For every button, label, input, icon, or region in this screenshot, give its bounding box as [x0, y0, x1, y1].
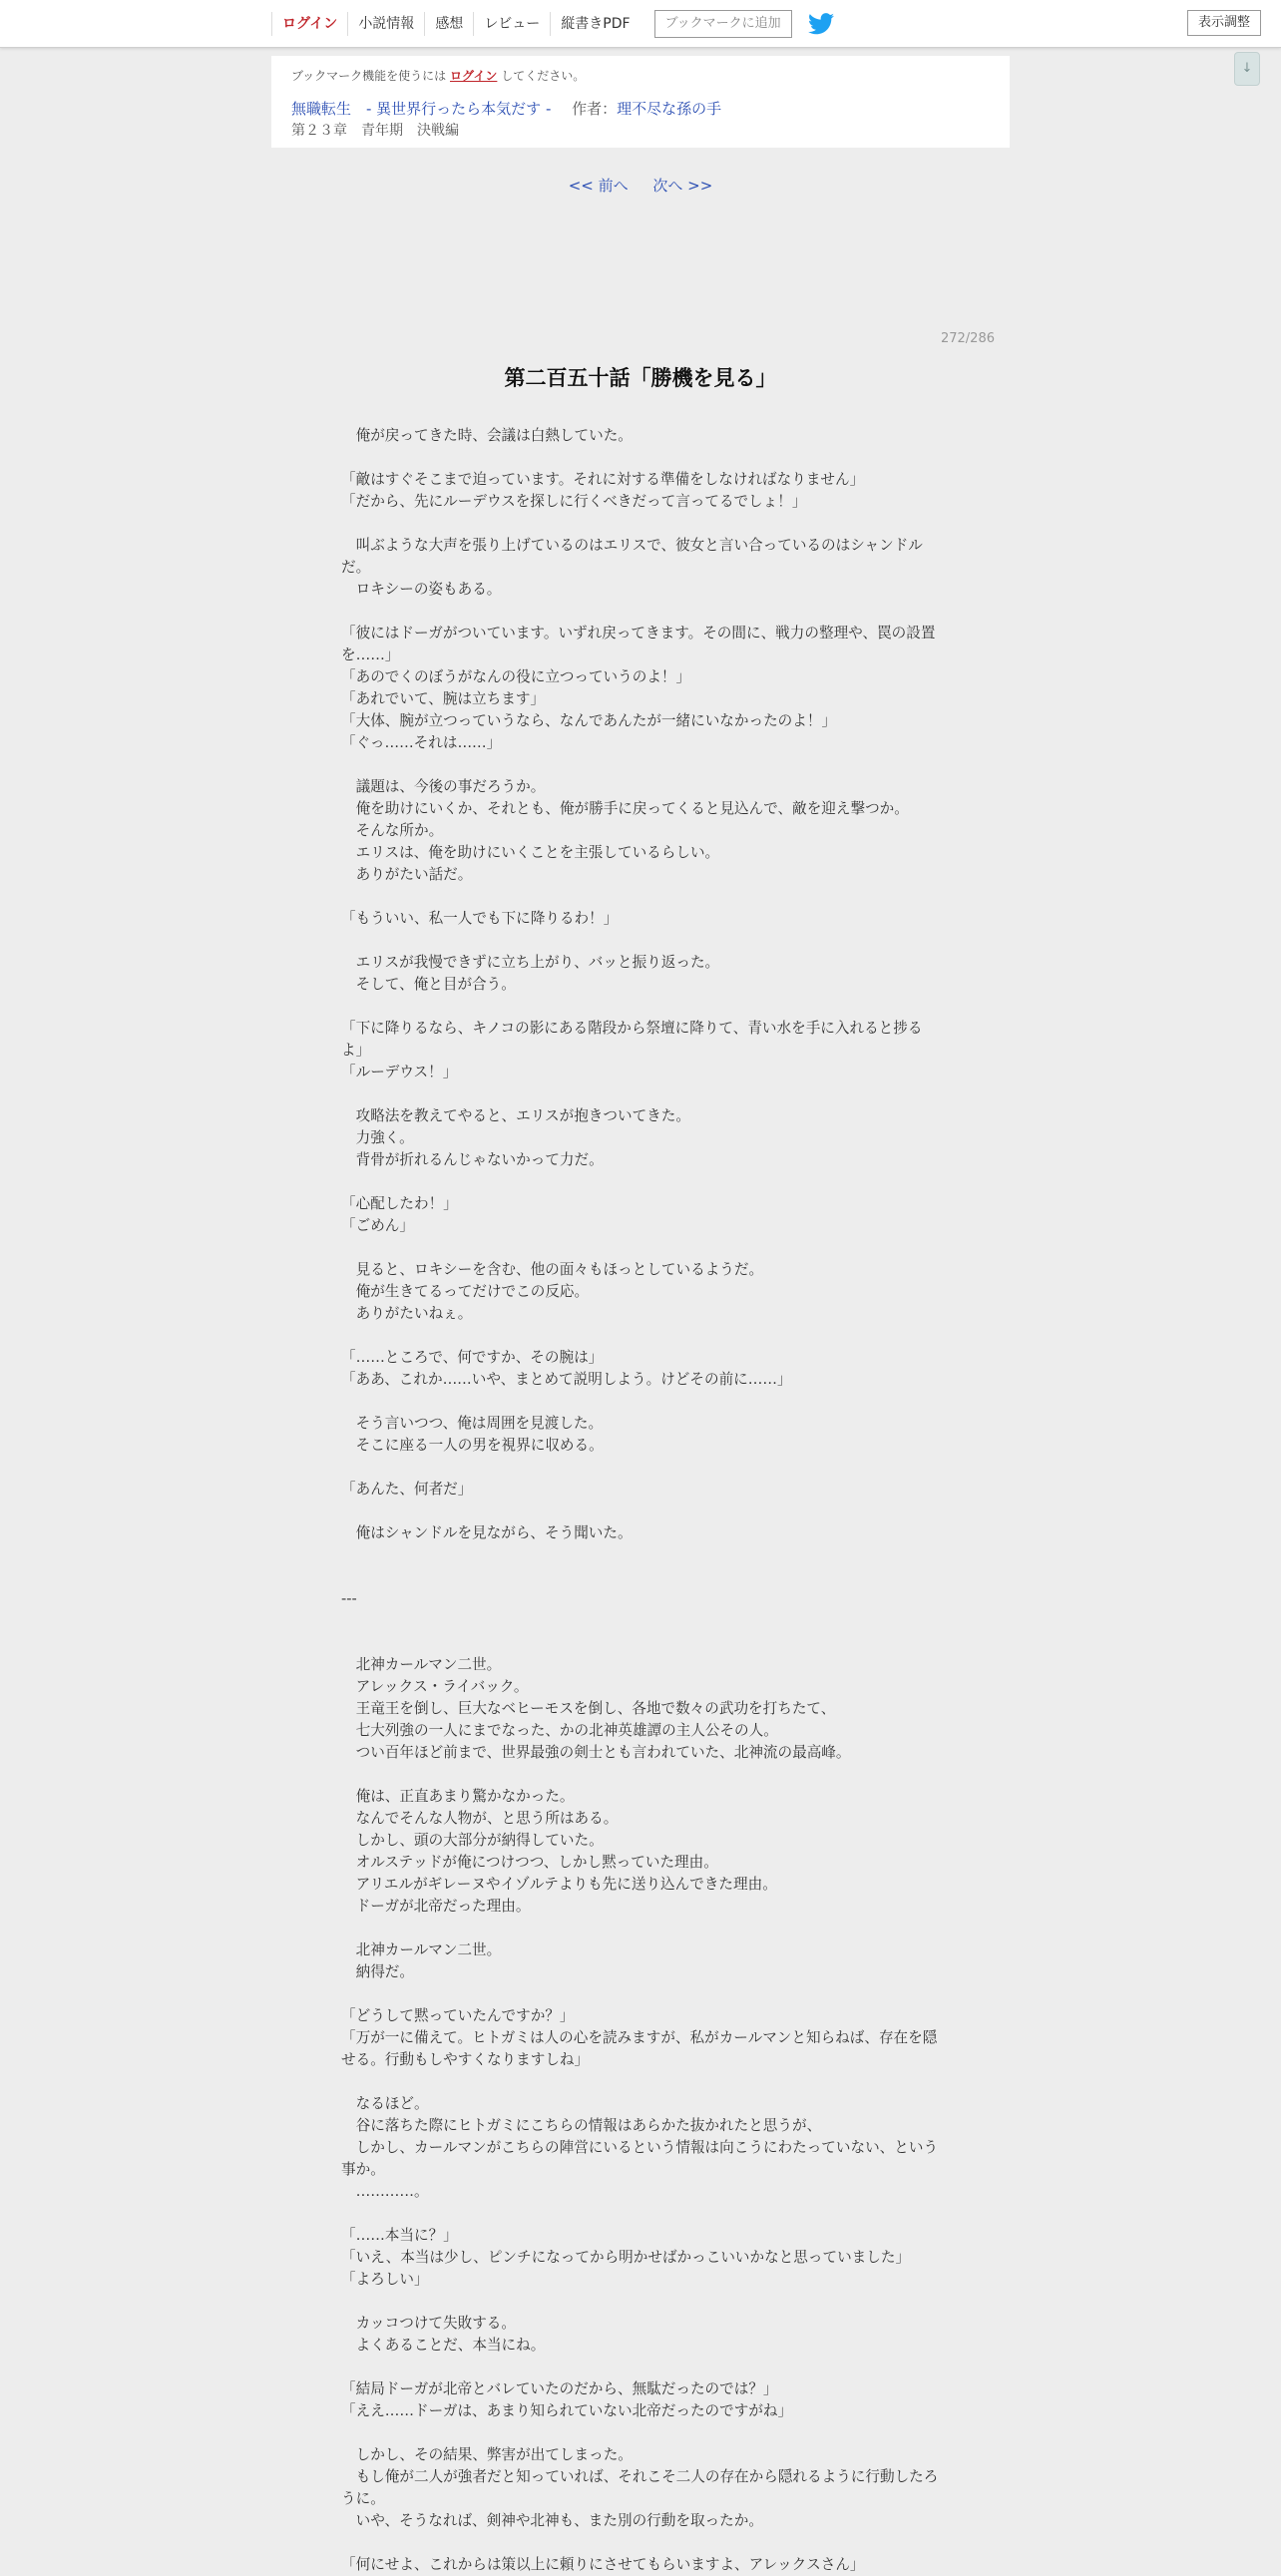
- body-line: いや、そうなれば、剣神や北神も、また別の行動を取ったか。: [341, 2512, 763, 2529]
- notice-text-post: してください。: [497, 69, 586, 83]
- body-line: [341, 1501, 940, 1522]
- body-line: ロキシーの姿もある。: [341, 581, 502, 598]
- body-line: 「ごめん」: [341, 1217, 414, 1234]
- body-line: エリスは、俺を助けにいくことを主張しているらしい。: [341, 844, 720, 861]
- body-line: [341, 1918, 940, 1939]
- body-line: そこに座る一人の男を視界に収める。: [341, 1437, 604, 1454]
- episode-title: 第二百五十話「勝機を見る」: [504, 366, 777, 390]
- body-line: [341, 1325, 940, 1347]
- body-line: 「あれでいて、腕は立ちます」: [341, 690, 546, 707]
- body-line: [341, 1171, 940, 1193]
- body-line: ---: [341, 1590, 357, 1607]
- nav-novel-info[interactable]: 小説情報: [347, 12, 424, 36]
- add-bookmark-button[interactable]: ブックマークに追加: [654, 10, 792, 38]
- body-line: [341, 1566, 940, 1588]
- body-line: 北神カールマン二世。: [341, 1656, 502, 1673]
- scroll-down-button[interactable]: ↓: [1234, 52, 1260, 86]
- body-line: そう言いつつ、俺は周囲を見渡した。: [341, 1415, 604, 1432]
- body-line: カッコつけて失敗する。: [341, 2315, 516, 2332]
- body-line: 見ると、ロキシーを含む、他の面々もほっとしているようだ。: [341, 1261, 764, 1278]
- body-line: [341, 1632, 940, 1654]
- body-line: [341, 2071, 940, 2093]
- body-line: 「……ところで、何ですか、その腕は」: [341, 1349, 604, 1366]
- body-line: …………。: [341, 2183, 429, 2200]
- nav-review[interactable]: レビュー: [473, 12, 550, 36]
- body-line: [341, 513, 940, 535]
- body-line: [341, 1983, 940, 2005]
- body-line: [341, 601, 940, 623]
- body-line: [341, 930, 940, 952]
- body-line: 「だから、先にルーデウスを探しに行くべきだって言ってるでしょ！」: [341, 493, 807, 510]
- body-line: 「よろしい」: [341, 2271, 429, 2288]
- top-navbar: [0, 0, 1281, 48]
- body-line: なんでそんな人物が、と思う所はある。: [341, 1810, 619, 1827]
- body-line: 「ええ……ドーガは、あまり知られていない北帝だったのですがね」: [341, 2402, 793, 2419]
- prev-page-link[interactable]: << 前へ: [568, 177, 629, 195]
- body-line: なるほど。: [341, 2095, 429, 2112]
- body-line: 「ぐっ……それは……」: [341, 734, 502, 751]
- body-line: アレックス・ライバック。: [341, 1678, 529, 1695]
- body-line: エリスが我慢できずに立ち上がり、バッと振り返った。: [341, 954, 720, 971]
- body-line: [341, 996, 940, 1018]
- nav-login[interactable]: ログイン: [271, 12, 347, 36]
- body-line: 叫ぶような大声を張り上げているのはエリスで、彼女と言い合っているのはシャンドルだ。: [341, 537, 923, 576]
- body-line: 「……本当に？」: [341, 2227, 458, 2244]
- body-line: 北神カールマン二世。: [341, 1941, 502, 1958]
- body-line: 「いえ、本当は少し、ピンチになってから明かせばかっこいいかなと思っていました」: [341, 2249, 911, 2266]
- next-page-link[interactable]: 次へ >>: [652, 177, 713, 195]
- nav-menu: [271, 0, 834, 48]
- body-line: ドーガが北帝だった理由。: [341, 1898, 531, 1915]
- body-line: [341, 1610, 940, 1632]
- chapter-title: 第２３章 青年期 決戦編: [291, 123, 459, 139]
- body-line: [341, 1083, 940, 1105]
- author-label: 作者：: [572, 100, 618, 118]
- body-line: [341, 1457, 940, 1479]
- body-line: 俺を助けにいくか、それとも、俺が勝手に戻ってくると見込んで、敵を迎え撃つか。: [341, 800, 909, 817]
- series-line: [291, 98, 990, 120]
- body-line: 「あのでくのぼうがなんの役に立つっていうのよ！」: [341, 668, 691, 685]
- page-count: 272/286: [940, 331, 995, 346]
- body-line: 「もういい、私一人でも下に降りるわ！」: [341, 910, 619, 927]
- body-line: 納得だ。: [341, 1963, 414, 1980]
- body-line: よくあることだ、本当にね。: [341, 2337, 546, 2354]
- body-line: [341, 2532, 940, 2554]
- body-line: 「あんた、何者だ」: [341, 1481, 473, 1498]
- body-line: 俺が生きてるってだけでこの反応。: [341, 1283, 590, 1300]
- bookmark-notice: [291, 64, 990, 88]
- body-line: 「下に降りるなら、キノコの影にある階段から祭壇に降りて、青い水を手に入れると捗るよ」: [341, 1020, 923, 1059]
- body-line: 議題は、今後の事だろうか。: [341, 778, 546, 795]
- body-line: 谷に落ちた際にヒトガミにこちらの情報はあらかた抜かれたと思うが、: [341, 2117, 822, 2134]
- body-line: 俺が戻ってきた時、会議は白熱していた。: [341, 427, 633, 444]
- body-line: 七大列強の一人にまでなった、かの北神英雄譚の主人公その人。: [341, 1722, 778, 1739]
- body-line: 「何にせよ、これからは策以上に頼りにさせてもらいますよ、アレックスさん」: [341, 2556, 865, 2573]
- body-line: 背骨が折れるんじゃないかって力だ。: [341, 1151, 604, 1168]
- body-line: [341, 447, 940, 469]
- body-line: 「ルーデウス！」: [341, 1064, 458, 1080]
- body-line: 王竜王を倒し、巨大なベヒーモスを倒し、各地で数々の武功を打ちたて、: [341, 1700, 836, 1717]
- novel-info-box: [271, 56, 1010, 148]
- twitter-bird-icon[interactable]: [808, 13, 834, 35]
- body-line: 「どうして黙っていたんですか？」: [341, 2007, 575, 2024]
- body-line: そんな所か。: [341, 822, 444, 839]
- novel-body: [341, 425, 940, 2573]
- body-line: 俺はシャンドルを見ながら、そう聞いた。: [341, 1524, 633, 1541]
- body-line: もし俺が二人が強者だと知っていれば、それこそ二人の存在から隠れるように行動したろうに。: [341, 2468, 939, 2507]
- body-line: オルステッドが俺につけつつ、しかし黙っていた理由。: [341, 1854, 718, 1871]
- body-line: 「大体、腕が立つっていうなら、なんであんたが一緒にいなかったのよ！」: [341, 712, 837, 729]
- body-line: 力強く。: [341, 1129, 414, 1146]
- series-title-link[interactable]: 無職転生 - 異世界行ったら本気だす -: [291, 100, 552, 118]
- body-line: 「ああ、これか……いや、まとめて説明しよう。けどその前に……」: [341, 1371, 792, 1388]
- body-line: 「心配したわ！」: [341, 1195, 458, 1212]
- body-line: [341, 2291, 940, 2313]
- body-line: そして、俺と目が合う。: [341, 976, 516, 993]
- body-line: ありがたいねぇ。: [341, 1305, 473, 1322]
- body-line: 攻略法を教えてやると、エリスが抱きついてきた。: [341, 1107, 690, 1124]
- notice-login-link[interactable]: ログイン: [449, 69, 498, 83]
- body-line: アリエルがギレーヌやイゾルテよりも先に送り込んできた理由。: [341, 1876, 777, 1893]
- body-line: [341, 2203, 940, 2225]
- body-line: [341, 1237, 940, 1259]
- body-line: [341, 1391, 940, 1413]
- body-line: 俺は、正直あまり驚かなかった。: [341, 1788, 575, 1805]
- body-line: [341, 754, 940, 776]
- body-line: [341, 1544, 940, 1566]
- notice-text-pre: ブックマーク機能を使うには: [291, 69, 450, 83]
- body-line: つい百年ほど前まで、世界最強の剣士とも言われていた、北神流の最高峰。: [341, 1744, 851, 1761]
- body-line: ありがたい話だ。: [341, 866, 473, 883]
- pager: [0, 174, 1281, 198]
- nav-vertical-pdf[interactable]: 縦書きPDF: [550, 12, 640, 36]
- body-line: 「万が一に備えて。ヒトガミは人の心を読みますが、私がカールマンと知らねば、存在を隠せる。行動もしやすくなりますしね」: [341, 2029, 938, 2068]
- body-line: 「彼にはドーガがついています。いずれ戻ってきます。その間に、戦力の整理や、罠の設置を……」: [341, 625, 936, 663]
- body-line: 「敵はすぐそこまで迫っています。それに対する準備をしなければなりません」: [341, 471, 865, 488]
- body-line: [341, 2357, 940, 2378]
- body-line: [341, 2422, 940, 2444]
- display-settings-button[interactable]: 表示調整: [1187, 10, 1261, 36]
- body-line: しかし、その結果、弊害が出てしまった。: [341, 2446, 633, 2463]
- body-line: 「結局ドーガが北帝とバレていたのだから、無駄だったのでは？」: [341, 2380, 778, 2397]
- body-line: しかし、頭の大部分が納得していた。: [341, 1832, 604, 1849]
- body-line: しかし、カールマンがこちらの陣営にいるという情報は向こうにわたっていない、という事か。: [341, 2139, 939, 2178]
- body-line: [341, 886, 940, 908]
- nav-impressions[interactable]: 感想: [424, 12, 473, 36]
- body-line: [341, 1764, 940, 1786]
- author-link[interactable]: 理不尽な孫の手: [617, 100, 722, 118]
